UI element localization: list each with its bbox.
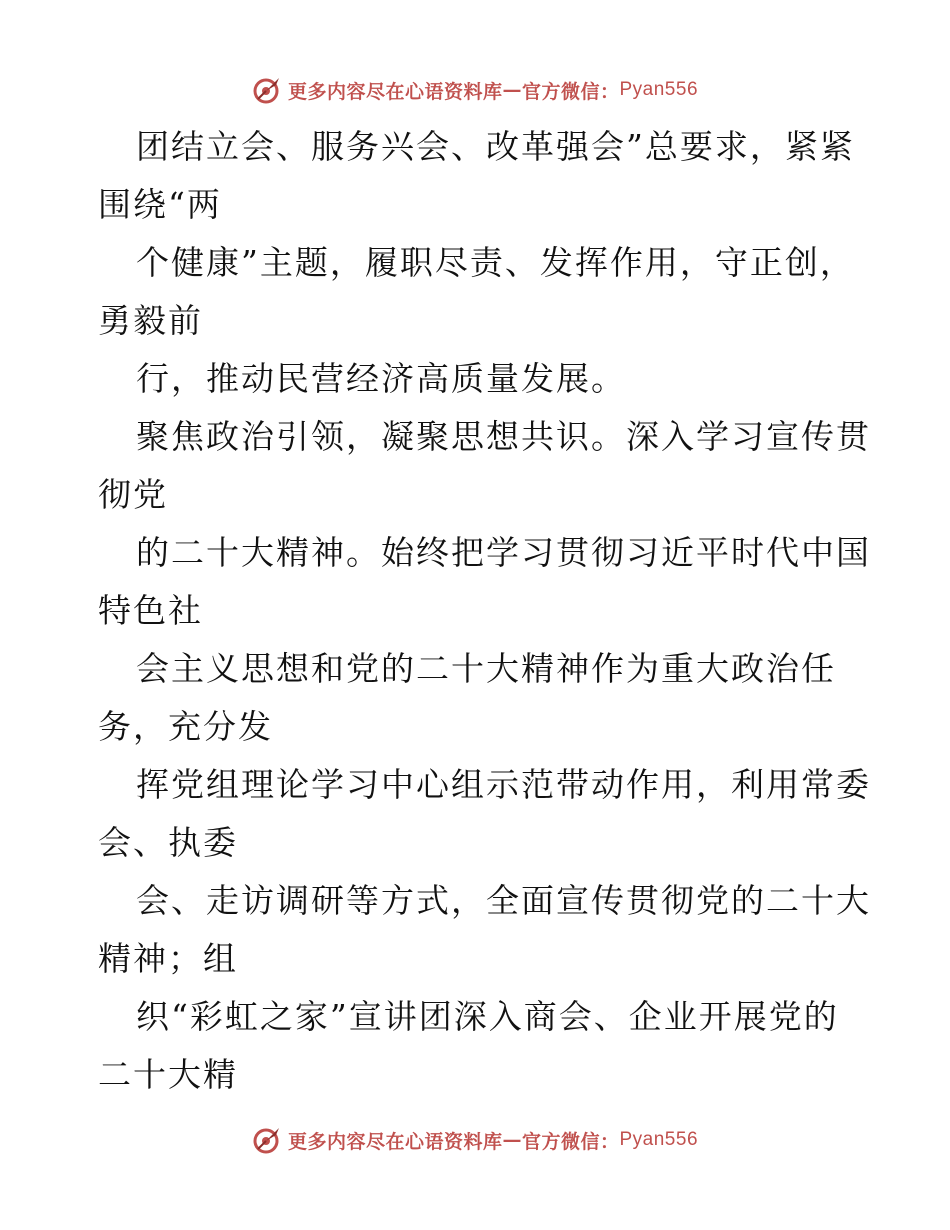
text-line: 会、走访调研等方式，全面宣传贯彻党的二十大	[136, 881, 871, 920]
banner-title: 更多内容尽在心语资料库	[287, 80, 503, 103]
text-line: 彻党	[98, 475, 168, 514]
text-line: 务，充分发	[98, 707, 273, 746]
banner-separator: —	[502, 79, 522, 101]
text-line: 二十大精	[98, 1055, 238, 1094]
document-body	[98, 118, 871, 1104]
text-line: 个健康”主题，履职尽责、发挥作用，守正创，	[136, 243, 855, 282]
text-line: 围绕“两	[98, 185, 222, 224]
banner-separator: —	[502, 1129, 522, 1151]
text-line: 挥党组理论学习中心组示范带动作用，利用常委	[136, 765, 871, 804]
text-line: 会主义思想和党的二十大精神作为重大政治任	[136, 649, 836, 688]
text-line: 行，推动民营经济高质量发展。	[136, 359, 626, 398]
banner-wechat-id: Pyan556	[619, 1129, 699, 1150]
banner-wechat-id: Pyan556	[619, 79, 699, 100]
text-line: 织“彩虹之家”宣讲团深入商会、企业开展党的	[136, 997, 839, 1036]
banner-title: 更多内容尽在心语资料库	[287, 1130, 503, 1153]
text-line: 聚焦政治引领，凝聚思想共识。深入学习宣传贯	[136, 417, 871, 456]
banner-wechat-label: 官方微信：	[521, 80, 620, 103]
text-line: 勇毅前	[98, 301, 203, 340]
banner-wechat-label: 官方微信：	[521, 1130, 620, 1153]
text-line: 精神；组	[98, 939, 238, 978]
text-line: 团结立会、服务兴会、改革强会”总要求，紧紧	[136, 127, 855, 166]
quill-logo-icon	[252, 75, 282, 105]
footer-banner	[0, 1120, 950, 1160]
text-line: 的二十大精神。始终把学习贯彻习近平时代中国	[136, 533, 871, 572]
quill-logo-icon	[252, 1125, 282, 1155]
text-line: 会、执委	[98, 823, 238, 862]
header-banner	[0, 70, 950, 110]
text-line: 特色社	[98, 591, 203, 630]
